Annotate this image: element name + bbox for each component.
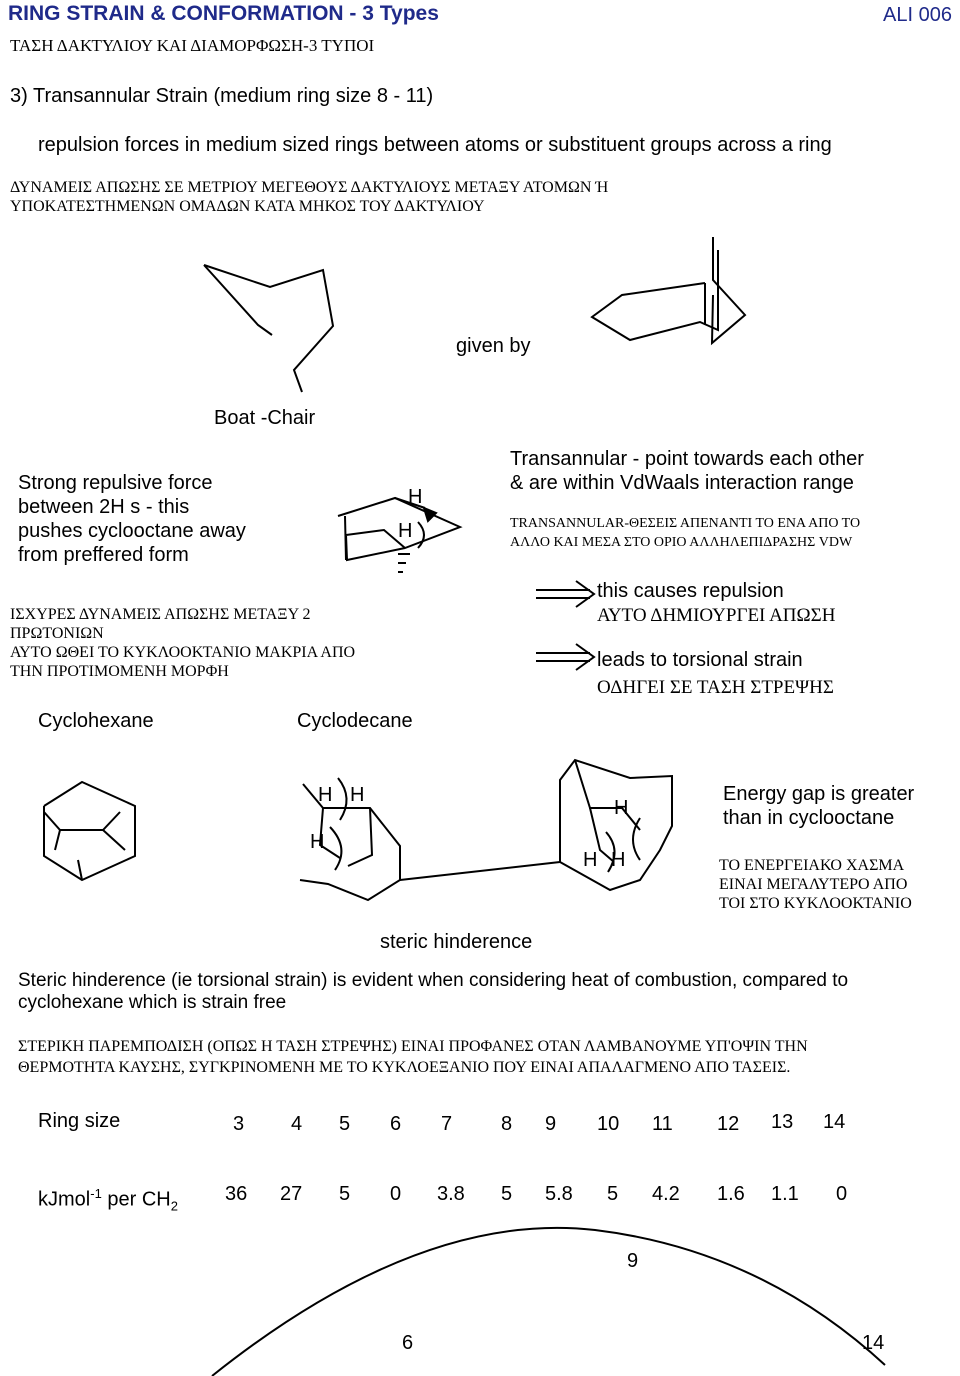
ring-size-cell: 4: [291, 1113, 303, 1135]
energy-cell: 5.8: [545, 1183, 573, 1205]
curve-left-label: 6: [402, 1332, 414, 1354]
ring-size-cell: 13: [771, 1111, 794, 1133]
transannular-greek-1: TRANSANNULAR-ΘΕΣΕΙΣ ΑΠΕΝΑΝΤΙ ΤΟ ΕΝΑ ΑΠΟ ΤΟ: [510, 516, 861, 531]
energy-gap-greek-1: ΤΟ ΕΝΕΡΓΕΙΑΚΟ ΧΑΣΜΑ: [719, 857, 905, 874]
definition-greek-line-1: ΔΥΝΑΜΕΙΣ ΑΠΩΣΗΣ ΣΕ ΜΕΤΡΙΟΥ ΜΕΓΕΘΟΥΣ ΔΑΚΤΥΛΙΟΥΣ ΜΕΤΑΞΥ ΑΤΟΜΩΝ Ή: [10, 179, 609, 196]
boat-chair-structure: [204, 265, 333, 392]
energy-gap-greek-3: ΤΟΙ ΣΤΟ ΚΥΚΛΟΟΚΤΑΝΙΟ: [719, 895, 912, 912]
cyclooctane-h-bottom: H: [398, 520, 413, 542]
energy-gap-line-1: Energy gap is greater: [723, 783, 915, 805]
implies-arrow-2: [536, 644, 594, 670]
ring-size-cell: 9: [545, 1113, 557, 1135]
cyclodecane-2-h-b: H: [583, 849, 598, 871]
energy-cell: 0: [836, 1183, 848, 1205]
energy-cell: 27: [280, 1183, 303, 1205]
strong-force-greek-3: ΑΥΤΟ ΩΘΕΙ ΤΟ ΚΥΚΛΟΟΚΤΑΝΙΟ ΜΑΚΡΙΑ ΑΠΟ: [10, 644, 356, 661]
cyclohexane-label: Cyclohexane: [38, 710, 154, 732]
energy-cell: 5: [501, 1183, 513, 1205]
conclusion-greek-2: ΘΕΡΜΟΤΗΤΑ ΚΑΥΣΗΣ, ΣΥΓΚΡΙΝΟΜΕΝΗ ΜΕ ΤΟ ΚΥΚΛΟΕΞΑΝΙΟ ΠΟΥ ΕΙΝΑΙ ΑΠΑΛΑΓΜΕΝΟ ΑΠΟ ΤΑΣΕΙΣ.: [18, 1059, 791, 1076]
strong-force-greek-4: ΤΗΝ ΠΡΟΤΙΜΟΜΕΝΗ ΜΟΡΦΗ: [10, 663, 229, 680]
torsional-strain-greek: ΟΔΗΓΕΙ ΣΕ ΤΑΣΗ ΣΤΡΕΨΗΣ: [597, 677, 834, 698]
cyclodecane-1-structure: [300, 778, 400, 900]
document-code: ALI 006: [883, 4, 952, 26]
strong-force-line-1: Strong repulsive force: [18, 472, 213, 494]
curve-right-label: 14: [862, 1332, 885, 1354]
definition-greek-line-2: ΥΠΟΚΑΤΕΣΤΗΜΕΝΩΝ ΟΜΑΔΩΝ ΚΑΤΑ ΜΗΚΟΣ ΤΟΥ ΔΑΚΤΥΛΙΟΥ: [10, 198, 485, 215]
torsional-strain-text: leads to torsional strain: [597, 649, 803, 671]
curve-peak-label: 9: [627, 1250, 639, 1272]
energy-cell: 4.2: [652, 1183, 680, 1205]
definition-text: repulsion forces in medium sized rings between atoms or substituent groups across a ring: [38, 134, 832, 156]
strong-force-line-4: from preffered form: [18, 544, 189, 566]
strong-force-greek-1: ΙΣΧΥΡΕΣ ΔΥΝΑΜΕΙΣ ΑΠΩΣΗΣ ΜΕΤΑΞΥ 2: [10, 606, 311, 623]
ring-size-cell: 11: [652, 1113, 673, 1135]
strong-force-line-2: between 2H s - this: [18, 496, 190, 518]
cyclodecane-label: Cyclodecane: [297, 710, 413, 732]
ring-size-cell: 8: [501, 1113, 513, 1135]
ring-size-cell: 12: [717, 1113, 740, 1135]
cyclodecane-1-h-b: H: [350, 784, 365, 806]
causes-repulsion-text: this causes repulsion: [597, 580, 784, 602]
cyclooctane-h-top: H: [408, 486, 423, 508]
cyclooctane-hh-structure: [338, 486, 460, 572]
energy-gap-line-2: than in cyclooctane: [723, 807, 895, 829]
page-title-greek: ΤΑΣΗ ΔΑΚΤΥΛΙΟΥ ΚΑΙ ΔΙΑΜΟΡΦΩΣΗ-3 ΤΥΠΟΙ: [10, 36, 375, 55]
section-heading: 3) Transannular Strain (medium ring size 8 - 11): [10, 85, 434, 107]
strong-force-line-3: pushes cyclooctane away: [18, 520, 246, 542]
energy-cell: 1.6: [717, 1183, 745, 1205]
energy-gap-greek-2: ΕΙΝΑΙ ΜΕΓΑΛΥΤΕΡΟ ΑΠΟ: [719, 876, 908, 893]
energy-cell: 5: [607, 1183, 619, 1205]
energy-per-ch2-label: kJmol$^{-1}$ per $CH_2$: [38, 1186, 178, 1214]
cyclodecane-1-h-a: H: [318, 784, 333, 806]
ring-size-label: Ring size: [38, 1110, 121, 1132]
ring-size-cell: 3: [233, 1113, 245, 1135]
cyclodecane-2-h-a: H: [614, 797, 629, 819]
cyclodecane-2-structure: [560, 760, 672, 890]
conclusion-line-1: Steric hinderence (ie torsional strain) is evident when considering heat of combustion, compared to: [18, 970, 849, 991]
conclusion-greek-1: ΣΤΕΡΙΚΗ ΠΑΡΕΜΠΟΔΙΣΗ (ΟΠΩΣ Η ΤΑΣΗ ΣΤΡΕΨΗΣ) ΕΙΝΑΙ ΠΡΟΦΑΝΕΣ ΟΤΑΝ ΛΑΜΒΑΝΟΥΜΕ ΥΠ'ΟΨΙΝ ΤΗΝ: [18, 1038, 808, 1055]
energy-cell: 5: [339, 1183, 351, 1205]
cyclodecane-2-h-c: H: [611, 849, 626, 871]
ring-size-cell: 5: [339, 1113, 351, 1135]
conclusion-line-2: cyclohexane which is strain free: [18, 992, 287, 1013]
energy-cell: 1.1: [771, 1183, 799, 1205]
implies-arrow-1: [536, 581, 594, 607]
page-title: RING STRAIN & CONFORMATION - 3 Types: [8, 2, 439, 25]
strong-force-greek-2: ΠΡΩΤΟΝΙΩΝ: [10, 625, 104, 642]
energy-cell: 3.8: [437, 1183, 465, 1205]
transannular-line-1: Transannular - point towards each other: [510, 448, 864, 470]
ring-size-cell: 6: [390, 1113, 402, 1135]
given-by-structure: [592, 237, 745, 343]
cyclodecane-1-h-c: H: [310, 831, 325, 853]
ring-size-cell: 10: [597, 1113, 620, 1135]
energy-curve: [212, 1228, 885, 1376]
transannular-line-2: & are within VdWaals interaction range: [510, 472, 854, 494]
energy-cell: 36: [225, 1183, 248, 1205]
transannular-greek-2: ΑΛΛΟ ΚΑΙ ΜΕΣΑ ΣΤΟ ΟΡΙΟ ΑΛΛΗΛΕΠΙΔΡΑΣΗΣ VDW: [510, 535, 853, 550]
ring-size-cell: 7: [441, 1113, 453, 1135]
boat-chair-label: Boat -Chair: [214, 407, 316, 429]
given-by-label: given by: [456, 335, 531, 357]
cyclohexane-structure: [44, 782, 135, 880]
connector-line: [400, 862, 560, 880]
energy-cell: 0: [390, 1183, 402, 1205]
steric-hinderence-label: steric hinderence: [380, 931, 533, 953]
causes-repulsion-greek: ΑΥΤΟ ΔΗΜΙΟΥΡΓΕΙ ΑΠΩΣΗ: [597, 605, 836, 626]
ring-size-cell: 14: [823, 1111, 846, 1133]
